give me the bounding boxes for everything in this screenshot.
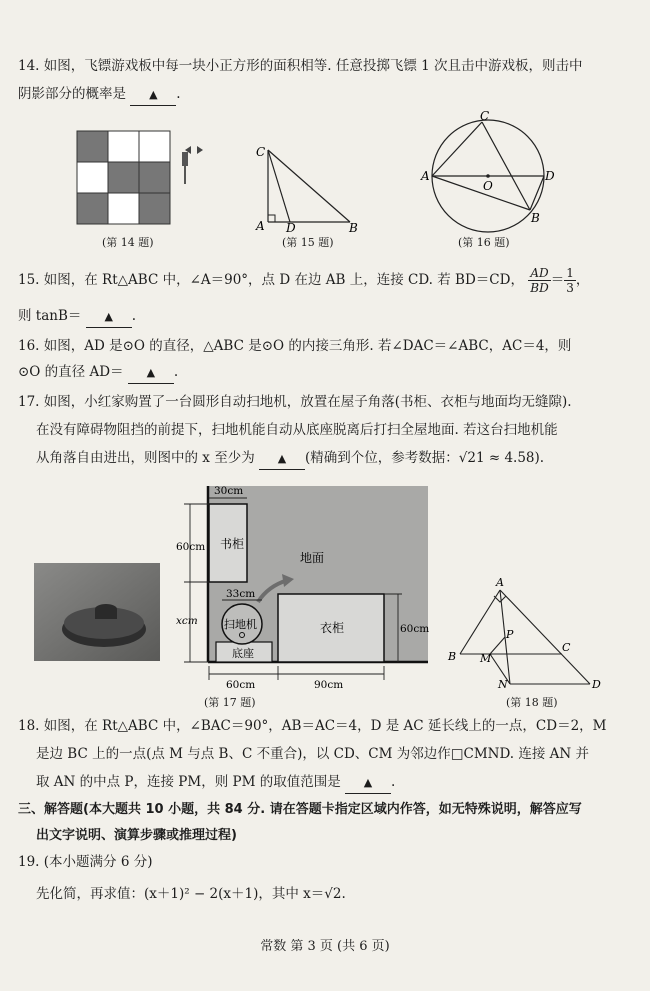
fig18-label-B: B xyxy=(448,650,457,663)
q15-val-num: 1 xyxy=(566,266,574,280)
q18-line1: 18. 如图，在 Rt△ABC 中，∠BAC＝90°，AB＝AC＝4，D 是 AC 延长线上的一点，CD＝2，M xyxy=(18,718,607,734)
q14-line2 xyxy=(18,84,181,106)
q15-line1 xyxy=(18,266,589,295)
fig14-caption: (第 14 题) xyxy=(102,236,154,249)
fig18-label-M: M xyxy=(480,652,492,665)
fig18-geometry xyxy=(440,576,620,692)
robot-vacuum-photo xyxy=(34,563,160,661)
dart-icon xyxy=(182,146,203,184)
q15-line2 xyxy=(18,306,136,328)
fig18-label-C: C xyxy=(562,641,571,654)
q18-end: . xyxy=(391,774,396,790)
q17-line3 xyxy=(36,448,544,470)
q16-text2: ⊙O 的直径 AD＝ xyxy=(18,364,124,380)
fig17-label-30: 30cm xyxy=(214,485,244,497)
fig18-caption: (第 18 题) xyxy=(506,696,558,709)
q15-answer-blank: ▲ xyxy=(86,306,132,328)
q15-value xyxy=(564,266,576,295)
q16-line1: 16. 如图，AD 是⊙O 的直径，△ABC 是⊙O 的内接三角形. 若∠DAC＝∠ABC，AC＝4，则 xyxy=(18,338,572,354)
fig17-label-33: 33cm xyxy=(226,588,256,600)
q19-line2: 先化简，再求值：(x＋1)² − 2(x＋1)，其中 x＝√2. xyxy=(36,886,346,902)
fig18-label-P: P xyxy=(506,628,514,641)
q15-eq: ＝ xyxy=(550,272,565,288)
fig15-label-C: C xyxy=(256,145,266,159)
q16-answer-blank: ▲ xyxy=(128,362,174,384)
q14-text: 阴影部分的概率是 xyxy=(18,86,126,102)
fig14-cell xyxy=(77,193,108,224)
fig15-label-A: A xyxy=(256,219,265,233)
fig16-label-A: A xyxy=(421,169,430,183)
fig14-dartboard xyxy=(72,128,212,228)
fig17-label-90: 90cm xyxy=(314,679,344,691)
q15-comma: ， xyxy=(575,272,590,288)
fig17-label-60-bottom: 60cm xyxy=(226,679,256,691)
fig15-caption: (第 15 题) xyxy=(282,236,334,249)
fig17-robot-label: 扫地机 xyxy=(224,618,257,631)
fig18-label-D: D xyxy=(592,678,601,691)
q18-line3 xyxy=(36,772,395,794)
section3-heading-line1: 三、解答题(本大题共 10 小题，共 84 分. 请在答题卡指定区域内作答，如无特殊说明，解答应写 xyxy=(18,802,582,817)
fig17-base-label: 底座 xyxy=(232,647,254,660)
q17-text3: 从角落自由进出，则图中的 x 至少为 xyxy=(36,450,255,466)
q18-answer-blank: ▲ xyxy=(345,772,391,794)
q17-line2: 在没有障碍物阻挡的前提下，扫地机能自动从底座脱离后打扫全屋地面. 若这台扫地机能 xyxy=(36,422,558,438)
q16-end: . xyxy=(173,364,179,380)
fig17-label-60-left: 60cm xyxy=(176,541,206,553)
q15-val-den: 3 xyxy=(566,281,574,295)
fig17-wardrobe-label: 衣柜 xyxy=(320,621,345,635)
q18-text3: 取 AN 的中点 P，连接 PM，则 PM 的取值范围是 xyxy=(36,774,341,790)
fig17-caption: (第 17 题) xyxy=(204,696,256,709)
q15-frac-num: AD xyxy=(528,266,550,281)
fig18-label-A: A xyxy=(496,576,504,589)
fig17-label-x: xcm xyxy=(176,615,198,627)
fig16-label-B: B xyxy=(531,211,540,225)
q17-answer-blank: ▲ xyxy=(259,448,305,470)
fig14-cell xyxy=(108,162,139,193)
q18-line2: 是边 BC 上的一点(点 M 与点 B、C 不重合)，以 CD、CM 为邻边作□CMND. 连接 AN 并 xyxy=(36,746,590,762)
fig16-label-O: O xyxy=(483,179,493,193)
fig14-cell xyxy=(139,193,170,224)
fig15-label-D: D xyxy=(286,221,296,233)
fig15-label-B: B xyxy=(349,221,358,233)
q19-line1: 19. (本小题满分 6 分) xyxy=(18,854,153,870)
fig14-cell xyxy=(139,131,170,162)
fig14-cell xyxy=(77,162,108,193)
q15-frac-den: BD xyxy=(530,281,549,295)
fig16-label-D: D xyxy=(545,169,555,183)
q15-end: . xyxy=(131,308,136,324)
section3-heading-line2: 出文字说明、演算步骤或推理过程) xyxy=(36,828,237,843)
fig16-label-C: C xyxy=(480,110,490,123)
fig14-cell xyxy=(108,193,139,224)
page-footer: 常数 第 3 页 (共 6 页) xyxy=(260,939,390,954)
fig17-floor-label: 地面 xyxy=(300,551,325,565)
fig14-cell xyxy=(108,131,139,162)
fig17-room-plan xyxy=(176,482,432,692)
fig18-label-N: N xyxy=(498,678,508,691)
fig15-triangle xyxy=(250,138,370,233)
q15-fraction xyxy=(528,266,550,295)
fig14-cell xyxy=(77,131,108,162)
q16-line2 xyxy=(18,362,178,384)
q14-end: . xyxy=(176,86,181,102)
fig16-caption: (第 16 题) xyxy=(458,236,510,249)
q14-answer-blank: ▲ xyxy=(130,84,176,106)
fig14-cell xyxy=(139,162,170,193)
fig17-label-60-right: 60cm xyxy=(400,623,430,635)
q15-text: 15. 如图，在 Rt△ABC 中，∠A＝90°，点 D 在边 AB 上，连接 CD. 若 BD＝CD， xyxy=(18,272,524,288)
q15-text2: 则 tanB＝ xyxy=(18,308,82,324)
q17-end: (精确到个位，参考数据：√21 ≈ 4.58). xyxy=(305,450,545,466)
fig17-bookcase-label: 书柜 xyxy=(220,537,245,551)
fig16-circle xyxy=(420,110,560,235)
q14-line1: 14. 如图，飞镖游戏板中每一块小正方形的面积相等. 任意投掷飞镖 1 次且击中游戏板，则击中 xyxy=(18,58,583,74)
q17-line1: 17. 如图，小红家购置了一台圆形自动扫地机，放置在屋子角落(书柜、衣柜与地面均无缝隙). xyxy=(18,394,572,410)
